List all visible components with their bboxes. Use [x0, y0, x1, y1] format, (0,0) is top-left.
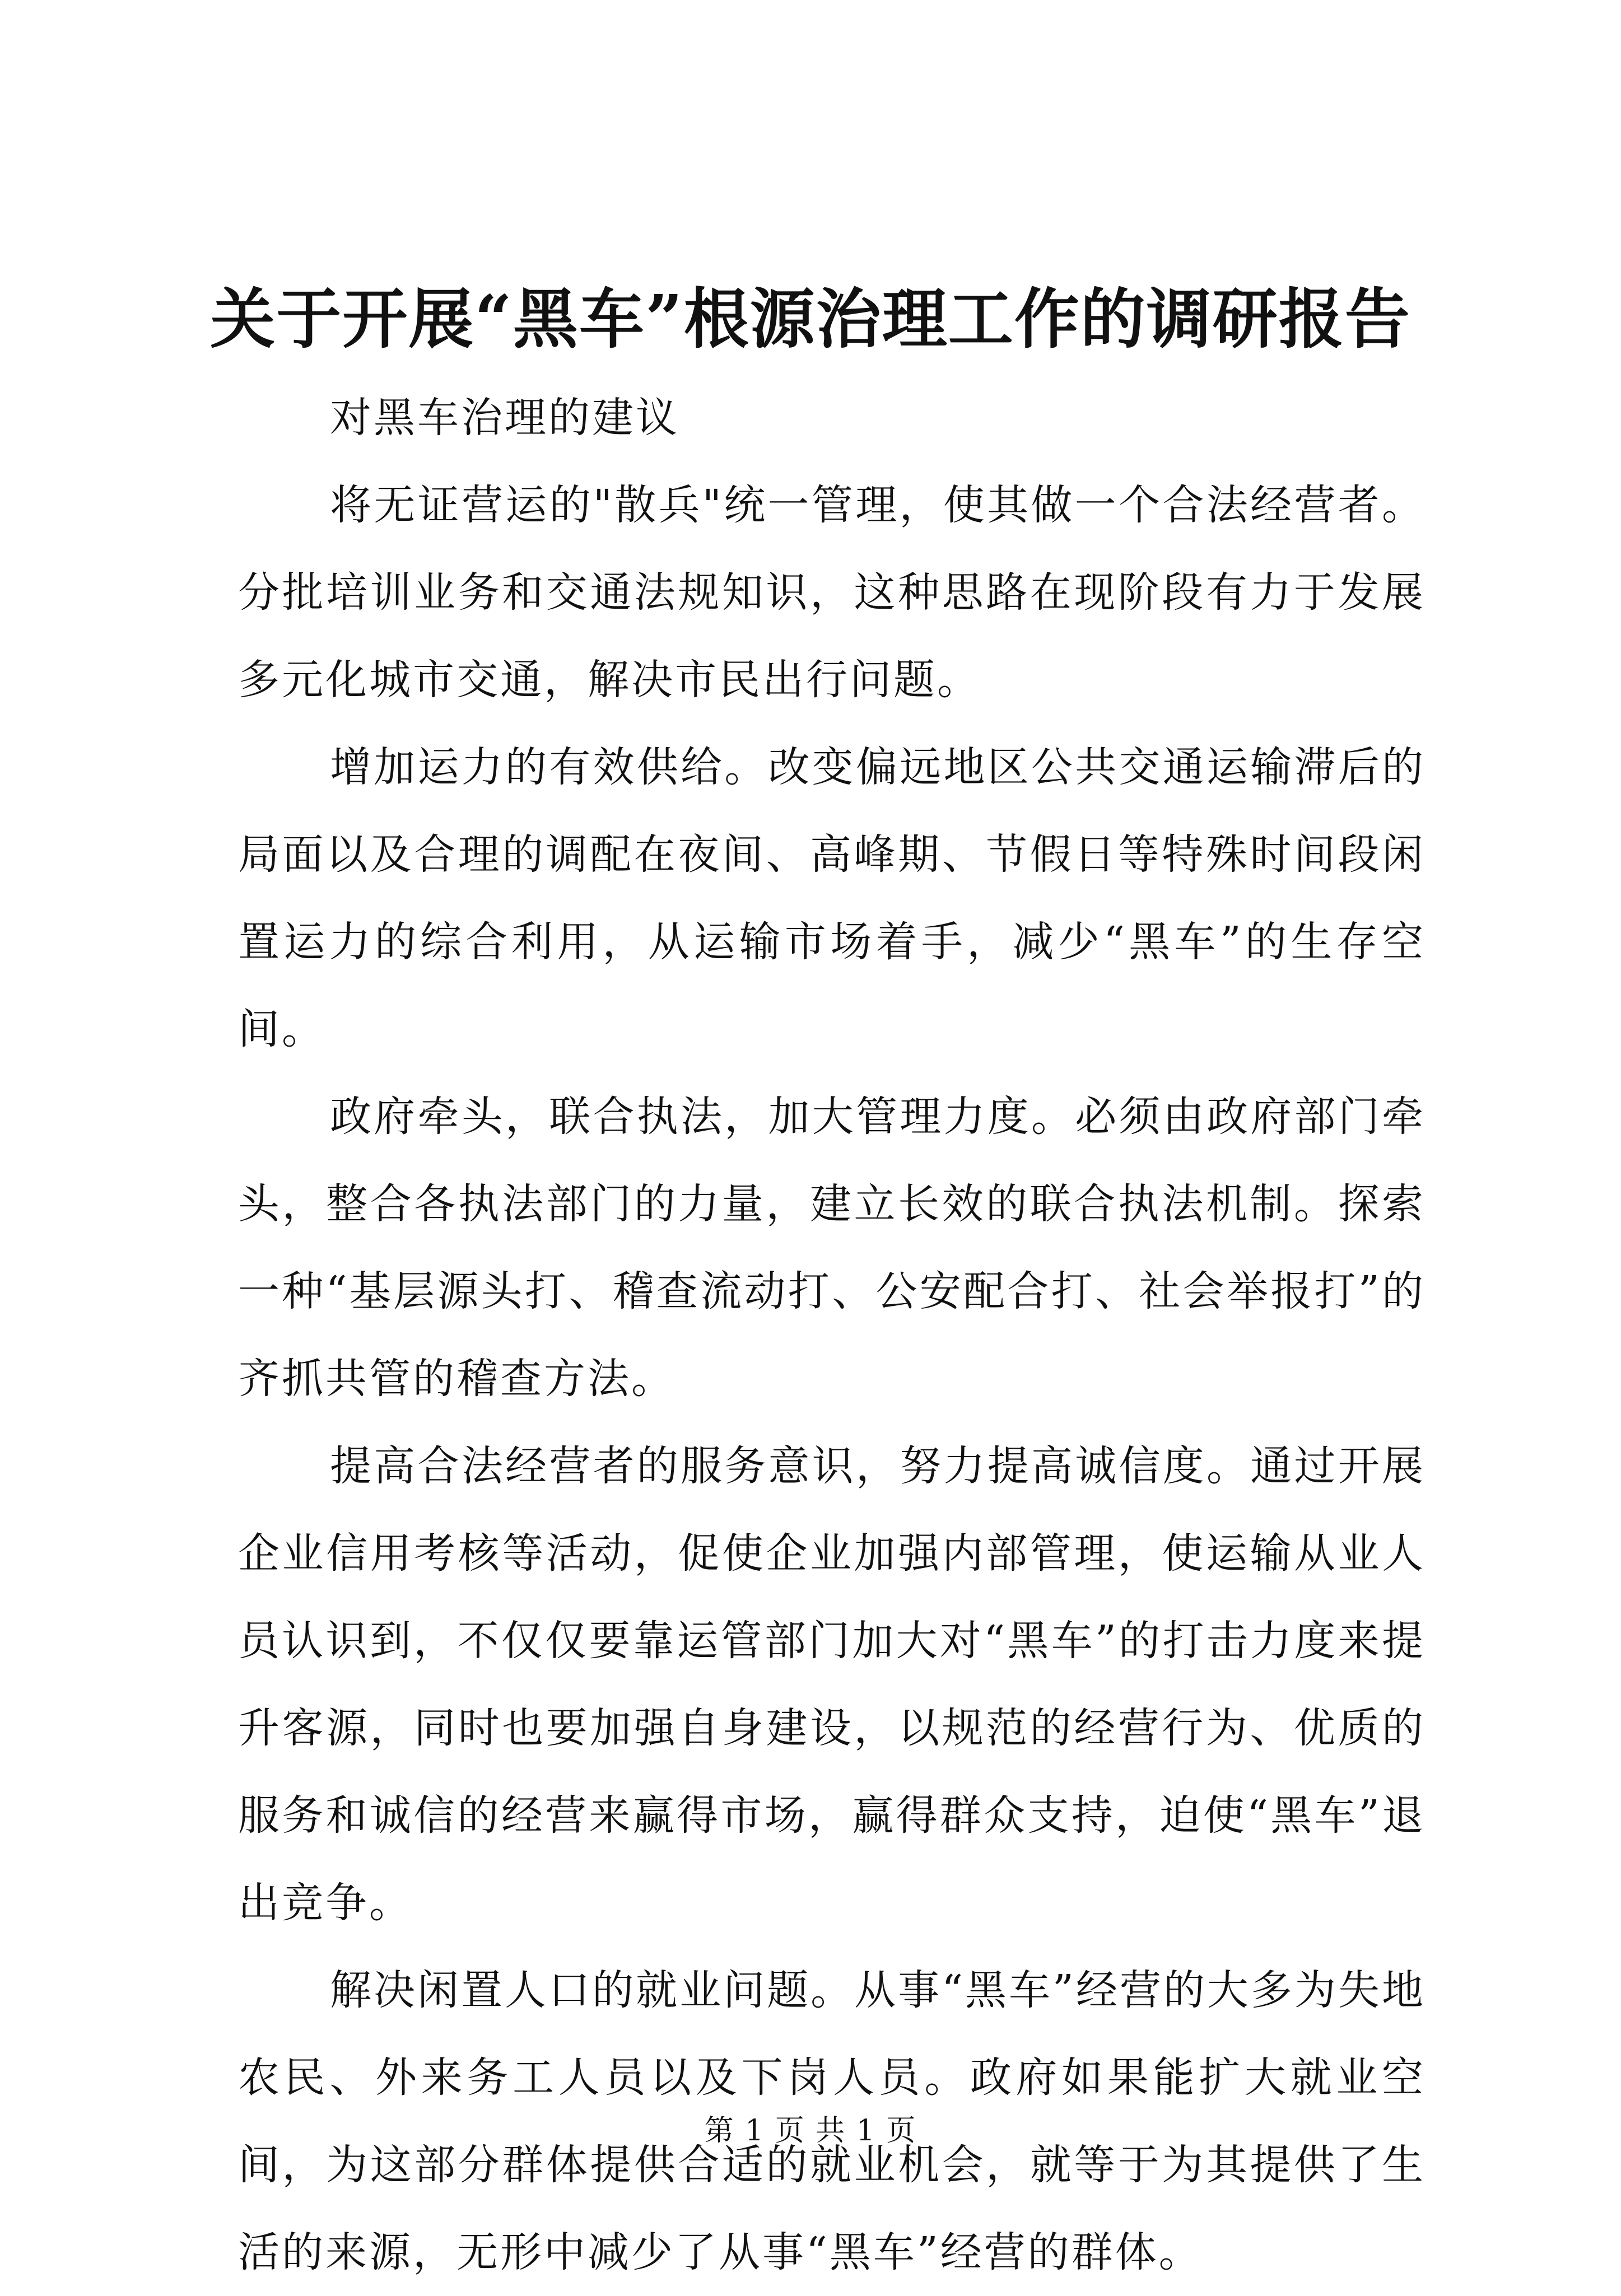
- section-subheading: 对黑车治理的建议: [330, 394, 679, 442]
- document-body: [238, 374, 1426, 2296]
- paragraph-5: 解决闲置人口的就业问题。从事“黑车”经营的大多为失地农民、外来务工人员以及下岗人员。政府如果能扩大就业空间，为这部分群体提供合适的就业机会，就等于为其提供了生活的来源，无形中减少了从事“黑车”经营的群体。: [238, 1966, 1426, 2276]
- document-title: 关于开展“黑车”根源治理工作的调研报告: [210, 281, 1411, 357]
- paragraph-3: 政府牵头，联合执法，加大管理力度。必须由政府部门牵头，整合各执法部门的力量，建立长效的联合执法机制。探索一种“基层源头打、稽查流动打、公安配合打、社会举报打”的齐抓共管的稽查方法。: [238, 1093, 1426, 1403]
- paragraph-2: 增加运力的有效供给。改变偏远地区公共交通运输滞后的局面以及合理的调配在夜间、高峰期、节假日等特殊时间段闲置运力的综合利用，从运输市场着手，减少“黑车”的生存空间。: [238, 743, 1426, 1053]
- paragraph-1: 将无证营运的"散兵"统一管理，使其做一个合法经营者。分批培训业务和交通法规知识，这种思路在现阶段有力于发展多元化城市交通，解决市民出行问题。: [238, 481, 1426, 704]
- page-footer: 第 1 页 共 1 页: [704, 2114, 917, 2148]
- paragraph-4: 提高合法经营者的服务意识，努力提高诚信度。通过开展企业信用考核等活动，促使企业加强内部管理，使运输从业人员认识到，不仅仅要靠运管部门加大对“黑车”的打击力度来提升客源，同时也要加强自身建设，以规范的经营行为、优质的服务和诚信的经营来赢得市场，赢得群众支持，迫使“黑车”退出竞争。: [238, 1442, 1426, 1927]
